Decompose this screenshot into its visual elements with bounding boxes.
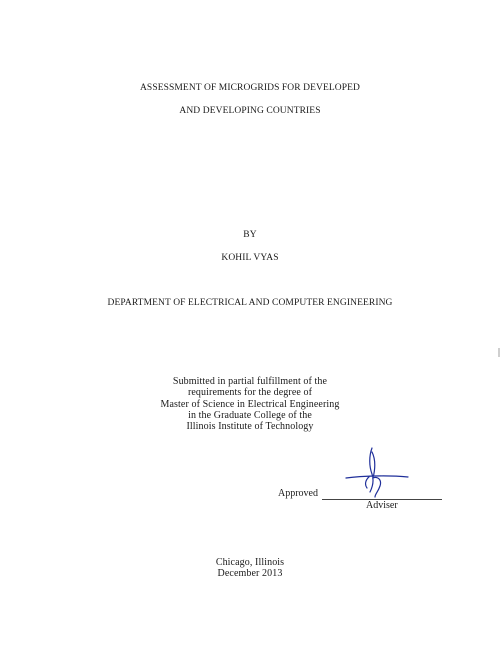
submission-line-2: requirements for the degree of bbox=[187, 387, 313, 398]
submission-line-1: Submitted in partial fulfillment of the bbox=[172, 376, 328, 387]
date: December 2013 bbox=[217, 568, 283, 579]
title-line-1: ASSESSMENT OF MICROGRIDS FOR DEVELOPED bbox=[139, 83, 361, 93]
by-label: BY bbox=[243, 230, 257, 240]
location: Chicago, Illinois bbox=[215, 557, 285, 568]
author-name: KOHIL VYAS bbox=[221, 253, 279, 263]
approved-label: Approved bbox=[278, 488, 318, 499]
submission-line-4: in the Graduate College of the bbox=[188, 410, 312, 421]
title-line-2: AND DEVELOPING COUNTRIES bbox=[179, 106, 321, 116]
adviser-label: Adviser bbox=[366, 500, 398, 511]
adviser-signature bbox=[342, 446, 412, 498]
submission-line-3: Master of Science in Electrical Engineering bbox=[160, 399, 340, 410]
department-name: DEPARTMENT OF ELECTRICAL AND COMPUTER ENGINEERING bbox=[107, 298, 393, 308]
submission-line-5: Illinois Institute of Technology bbox=[186, 421, 314, 432]
